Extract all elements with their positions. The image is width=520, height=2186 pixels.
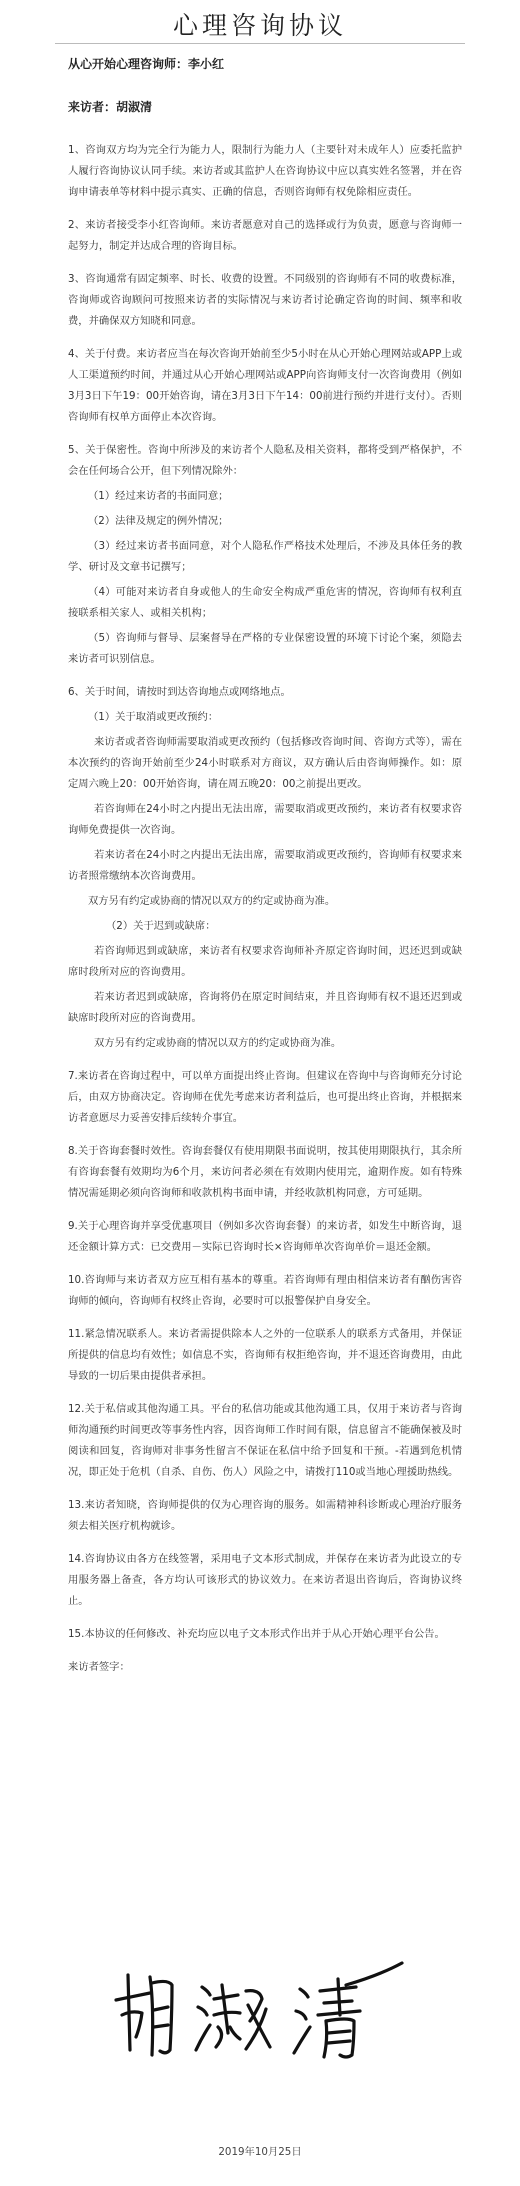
clause-6-paragraph: 若咨询师在24小时之内提出无法出席，需要取消或更改预约，来访者有权要求咨询师免费提供一次咨询。 <box>68 803 462 836</box>
clause-12: 12.关于私信或其他沟通工具。平台的私信功能或其他沟通工具，仅用于来访者与咨询师沟通预约时间更改等事务性内容，因咨询师工作时间有限，信息留言不能确保被及时阅读和回复，咨询师对非事务性留言不保证在私信中给予回复和干预。-若遇到危机情况，即正处于危机（自杀、自伤、伤人）风险之中，请拨打110或当地心理援助热线。 <box>68 1403 462 1478</box>
handwritten-signature <box>110 1955 410 2065</box>
counselor-name: 从心开始心理咨询师：李小红 <box>68 57 225 71</box>
clause-5: 5、关于保密性。咨询中所涉及的来访者个人隐私及相关资料，都将受到严格保护，不会在任何场合公开，但下列情况除外： <box>68 444 462 477</box>
title-divider <box>55 43 465 44</box>
clause-6-paragraph: 若咨询师迟到或缺席，来访者有权要求咨询师补齐原定咨询时间，迟还迟到或缺席时段所对应的咨询费用。 <box>68 945 462 978</box>
clause-6-paragraph: 来访者或者咨询师需要取消或更改预约（包括修改咨询时间、咨询方式等），需在本次预约的咨询开始前至少24小时联系对方商议，双方确认后由咨询师操作。如：原定周六晚上20：00开始咨询，请在周五晚20：00之前提出更改。 <box>68 736 462 790</box>
clause-6-paragraph: 双方另有约定或协商的情况以双方的约定或协商为准。 <box>94 1037 342 1049</box>
document-title: 心理咨询协议 <box>172 11 347 40</box>
clause-7: 7.来访者在咨询过程中，可以单方面提出终止咨询。但建议在咨询中与咨询师充分讨论后，由双方协商决定。咨询师在优先考虑来访者利益后，也可提出终止咨询，并根据来访者意愿尽力妥善安排后续转介事宜。 <box>68 1070 462 1124</box>
clause-1: 1、咨询双方均为完全行为能力人，限制行为能力人（主要针对未成年人）应委托监护人履行咨询协议认同手续。来访者或其监护人在咨询协议中应以真实姓名签署，并在咨询申请表单等材料中提示真实、正确的信息，否则咨询师有权免除相应责任。 <box>68 144 462 198</box>
clause-15: 15.本协议的任何修改、补充均应以电子文本形式作出并于从心开始心理平台公告。 <box>68 1628 445 1640</box>
clause-4: 4、关于付费。来访者应当在每次咨询开始前至少5小时在从心开始心理网站或APP上或人工渠道预约时间，并通过从心开始心理网站或APP向咨询师支付一次咨询费用（例如3月3日下午19：00开始咨询，请在3月3日下午14：00前进行预约并进行支付）。否则咨询师有权单方面停止本次咨询。 <box>68 348 462 423</box>
signature-label: 来访者签字： <box>68 1661 130 1673</box>
clause-10: 10.咨询师与来访者双方应互相有基本的尊重。若咨询师有理由相信来访者有酗伤害咨询师的倾向，咨询师有权终止咨询，必要时可以报警保护自身安全。 <box>68 1274 462 1307</box>
clause-5-item: （2）法律及规定的例外情况； <box>88 515 229 527</box>
clause-5-item: （3）经过来访者书面同意，对个人隐私作严格技术处理后，不涉及具体任务的教学、研讨及文章书记撰写； <box>68 540 462 573</box>
clause-14: 14.咨询协议由各方在线签署，采用电子文本形式制成，并保存在来访者为此设立的专用服务器上备查，各方均认可该形式的协议效力。在来访者退出咨询后，咨询协议终止。 <box>68 1553 462 1607</box>
clause-6-paragraph: 双方另有约定或协商的情况以双方的约定或协商为准。 <box>88 895 336 907</box>
clause-6-subheading-late: （2）关于迟到或缺席： <box>106 920 216 932</box>
clause-9: 9.关于心理咨询并享受优惠项目（例如多次咨询套餐）的来访者，如发生中断咨询，退还金额计算方式：已交费用－实际已咨询时长×咨询师单次咨询单价＝退还金额。 <box>68 1220 462 1253</box>
clause-6: 6、关于时间，请按时到达咨询地点或网络地点。 <box>68 686 291 698</box>
clause-13: 13.来访者知晓，咨询师提供的仅为心理咨询的服务。如需精神科诊断或心理治疗服务须去相关医疗机构就诊。 <box>68 1499 462 1532</box>
clause-5-list <box>68 486 462 670</box>
clause-5-item: （1）经过来访者的书面同意； <box>88 490 229 502</box>
clause-5-item: （5）咨询师与督导、层案督导在严格的专业保密设置的环境下讨论个案，须隐去来访者可识别信息。 <box>68 632 462 665</box>
client-name: 来访者：胡淑清 <box>68 100 153 114</box>
clause-5-item: （4）可能对来访者自身或他人的生命安全构成严重危害的情况，咨询师有权利直接联系相关家人、或相关机构； <box>68 586 462 619</box>
clause-8: 8.关于咨询套餐时效性。咨询套餐仅有使用期限书面说明，按其使用期限执行，其余所有咨询套餐有效期均为6个月，来访问者必须在有效期内使用完，逾期作废。如有特殊情况需延期必须向咨询师和收款机构书面申请，并经收款机构同意，方可延期。 <box>68 1145 462 1199</box>
clause-6-subheading-cancel: （1）关于取消或更改预约： <box>88 711 219 723</box>
agreement-body <box>68 54 462 1678</box>
clause-6-paragraph: 若来访者迟到或缺席，咨询将仍在原定时间结束，并且咨询师有权不退还迟到或缺席时段所对应的咨询费用。 <box>68 991 462 1024</box>
clause-2: 2、来访者接受李小红咨询师。来访者愿意对自己的选择或行为负责，愿意与咨询师一起努力，制定并达成合理的咨询目标。 <box>68 219 462 252</box>
clause-3: 3、咨询通常有固定频率、时长、收费的设置。不同级别的咨询师有不同的收费标准，咨询师或咨询顾问可按照来访者的实际情况与来访者讨论确定咨询的时间、频率和收费，并确保双方知晓和同意。 <box>68 273 462 327</box>
clause-11: 11.紧急情况联系人。来访者需提供除本人之外的一位联系人的联系方式备用，并保证所提供的信息均有效性；如信息不实，咨询师有权拒绝咨询，并不退还咨询费用，由此导致的一切后果由提供者承担。 <box>68 1328 462 1382</box>
clause-6-paragraph: 若来访者在24小时之内提出无法出席，需要取消或更改预约，咨询师有权要求来访者照常缴纳本次咨询费用。 <box>68 849 462 882</box>
signing-date: 2019年10月25日 <box>218 2146 302 2158</box>
